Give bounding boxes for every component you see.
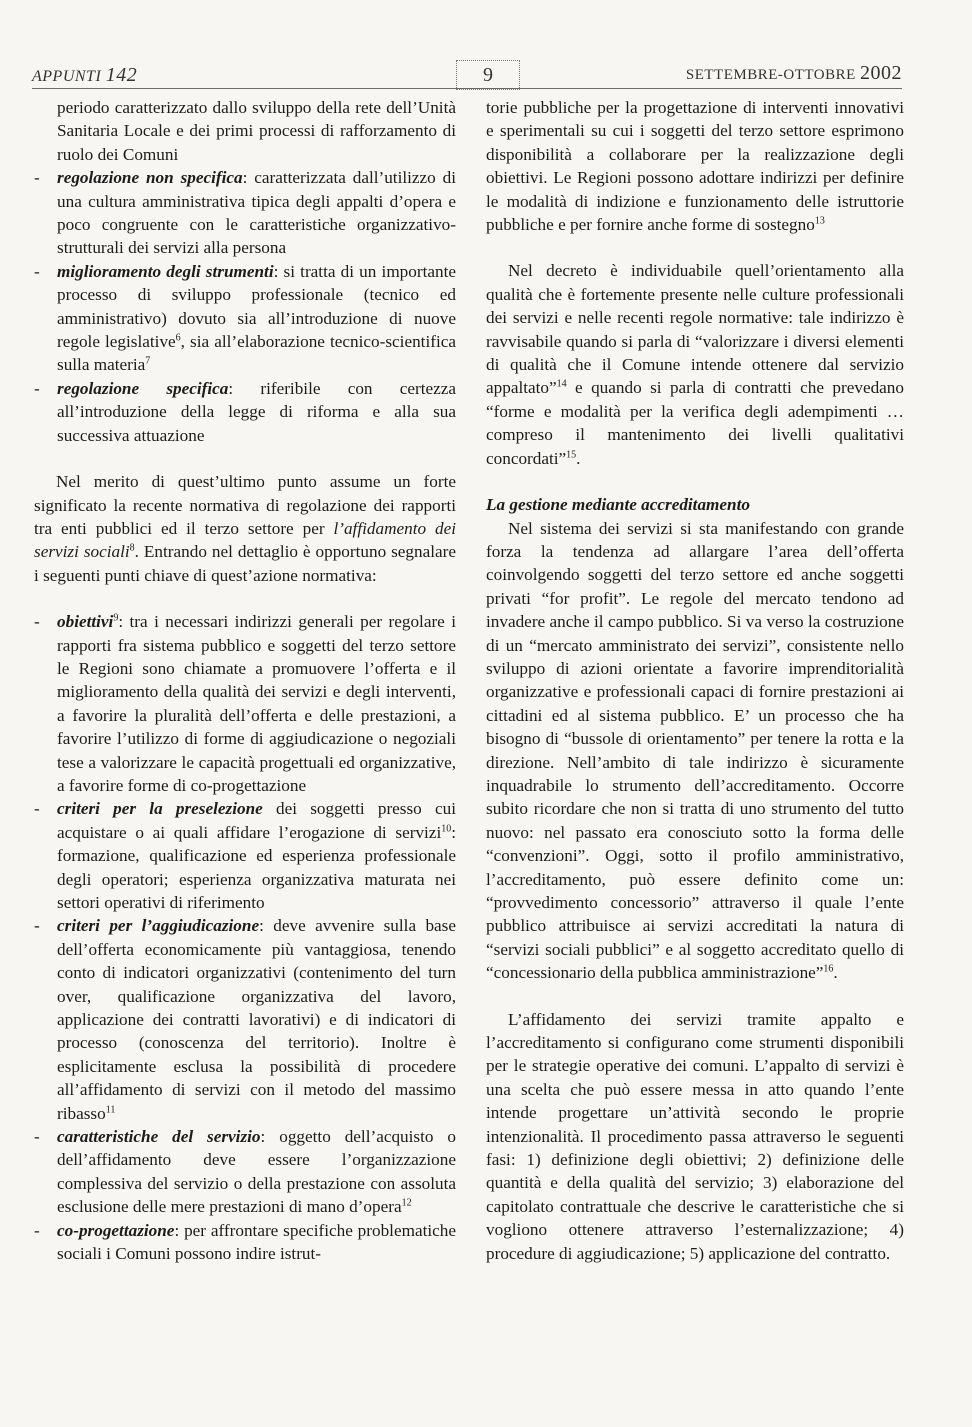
list-item: - criteri per l’aggiudicazione: deve avvenire sulla base dell’offerta economicamente più vantaggiosa, tenendo conto di indicatori organizzativi (contenimento del turn over, qualificazione organizzativa del lavoro, applicazione dei contratti lavorativi) e di indicatori di processo (conoscenza del territorio). Inoltre è esplicitamente esclusa la possibilità di procedere all’affidamento di servizi con il metodo del massimo ribasso$^{11}$ (34, 916, 457, 1123)
issue-date: SETTEMBRE-OTTOBRE 2002 (685, 62, 902, 84)
list-item: - regolazione specifica: riferibile con certezza all’introduzione della legge di riforma e alla sua successiva attuazione (34, 378, 456, 445)
paragraph: Nel merito di quest’ultimo punto assume un forte significato la recente normativa di regolazione dei rapporti tra enti pubblici ed il terzo settore per l’affidamento dei servizi sociali$^8$. Entrando nel dettaglio è opportuno segnalare i seguenti punti chiave di quest’azione normativa: (34, 472, 456, 585)
list-item: - regolazione non specifica: caratterizzata dall’utilizzo di una cultura amministrativa tipica degli appalti d’opera e poco congruente con le caratteristiche organizzativo-strutturali dei servizi alla persona (34, 168, 457, 258)
left-column (34, 96, 456, 1266)
list-item: - co-progettazione: per affrontare specifiche problematiche sociali i Comuni possono indire istrut- (34, 1220, 456, 1264)
issue-number: 142 (105, 64, 138, 86)
list-item: - miglioramento degli strumenti: si tratta di un importante processo di sviluppo professionale (tecnico ed amministrativo) dovuto sia all’introduzione di nuove regole legislative$^6$, sia all’elaborazione tecnico-scientifica sulla materia$^7$ (34, 261, 456, 375)
journal-name: APPUNTI 142 (32, 64, 138, 86)
section-heading: La gestione mediante accreditamento (486, 495, 750, 515)
running-header (32, 62, 902, 89)
right-column (486, 96, 904, 1265)
paragraph: periodo caratterizzato dallo sviluppo della rete dell’Unità Sanitaria Locale e dei primi processi di rafforzamento di ruolo dei Comuni (57, 98, 456, 164)
list-item: - caratteristiche del servizio: oggetto dell’acquisto o dell’affidamento deve essere l’organizzazione complessiva del servizio o della prestazione con assoluta esclusione delle mere prestazioni di mano d’opera$^{12}$ (34, 1127, 457, 1217)
issue-year: 2002 (860, 62, 902, 84)
list-item: - obiettivi$^9$: tra i necessari indirizzi generali per regolare i rapporti fra sistema pubblico e soggetti del terzo settore le Regioni sono chiamate a promuovere l’offerta e il miglioramento della qualità dei servizi e degli interventi, a favorire la pluralità dell’offerta e delle prestazioni, a favorire l’utilizzo di forme di aggiudicazione o negoziali tese a valorizzare le capacità progettuali ed organizzative, a favorire forme di co-progettazione (34, 612, 456, 795)
list-item: - criteri per la preselezione dei soggetti presso cui acquistare o ai quali affidare l’erogazione di servizi$^{10}$: formazione, qualificazione ed esperienza professionale degli operatori; esperienza organizzativa maturata nei settori operativi di riferimento (34, 799, 456, 912)
paragraph: Nel sistema dei servizi si sta manifestando con grande forza la tendenza ad allargare l’area dell’offerta coinvolgendo soggetti del terzo settore ed anche soggetti privati “for profit”. Le regole del mercato tendono ad invadere anche il campo pubblico. Si va verso la costruzione di un “mercato amministrato dei servizi”, consistente nello sviluppo di azioni orientate a favorire imprenditorialità organizzative e professionali capaci di fornire prestazioni ai cittadini ed al sistema pubblico. E’ un processo che ha bisogno di “bussole di orientamento” per tenere la rotta e la direzione. Nell’ambito di tale indirizzo è sicuramente inquadrabile lo strumento dell’accreditamento. Occorre subito ricordare che non si tratta di uno strumento del tutto nuovo: nel passato era conosciuto sotto la forma delle “convenzioni”. Oggi, sotto il profilo amministrativo, l’accreditamento, può essere definito come un: “provvedimento concessorio” attraverso il quale l’ente pubblico attribuisce ai servizi accreditati la natura di “servizi sociali pubblici” e al soggetto accreditato quello di “concessionario della pubblica amministrazione”$^{16}$. (486, 518, 904, 983)
paragraph: L’affidamento dei servizi tramite appalto e l’accreditamento si configurano come strumenti disponibili per le strategie operative dei comuni. L’appalto di servizi è una scelta che può essere messa in atto quando l’ente intende progettare un’attività secondo le proprie intenzionalità. Il procedimento passa attraverso le seguenti fasi: 1) definizione degli obiettivi; 2) definizione delle quantità e della qualità del servizio; 3) elaborazione del capitolato contrattuale che descrive le caratteristiche che si vogliono ottenere attraverso l’esternalizzazione; 4) procedure di aggiudicazione; 5) applicazione del contratto. (486, 1009, 904, 1263)
paragraph: Nel decreto è individuabile quell’orientamento alla qualità che è fortemente presente nelle culture professionali dei servizi e nelle recenti regole normative: tale indirizzo è ravvisabile quando si parla di “valorizzare i diversi elementi di qualità che il Comune intende ottenere dal servizio appaltato”$^{14}$ e quando si parla di contratti che prevedano “forme e modalità per la verifica degli adempimenti … compreso il mantenimento dei livelli qualitativi concordati”$^{15}$. (486, 261, 904, 468)
paragraph: torie pubbliche per la progettazione di interventi innovativi e sperimentali su cui i soggetti del terzo settore esprimono disponibilità a collaborare per la realizzazione degli obiettivi. Le Regioni possono adottare indirizzi per definire le modalità di indizione e funzionamento delle istruttorie pubbliche e per fornire anche forme di sostegno$^{13}$ (486, 98, 904, 235)
page-number: 9 (456, 60, 520, 90)
